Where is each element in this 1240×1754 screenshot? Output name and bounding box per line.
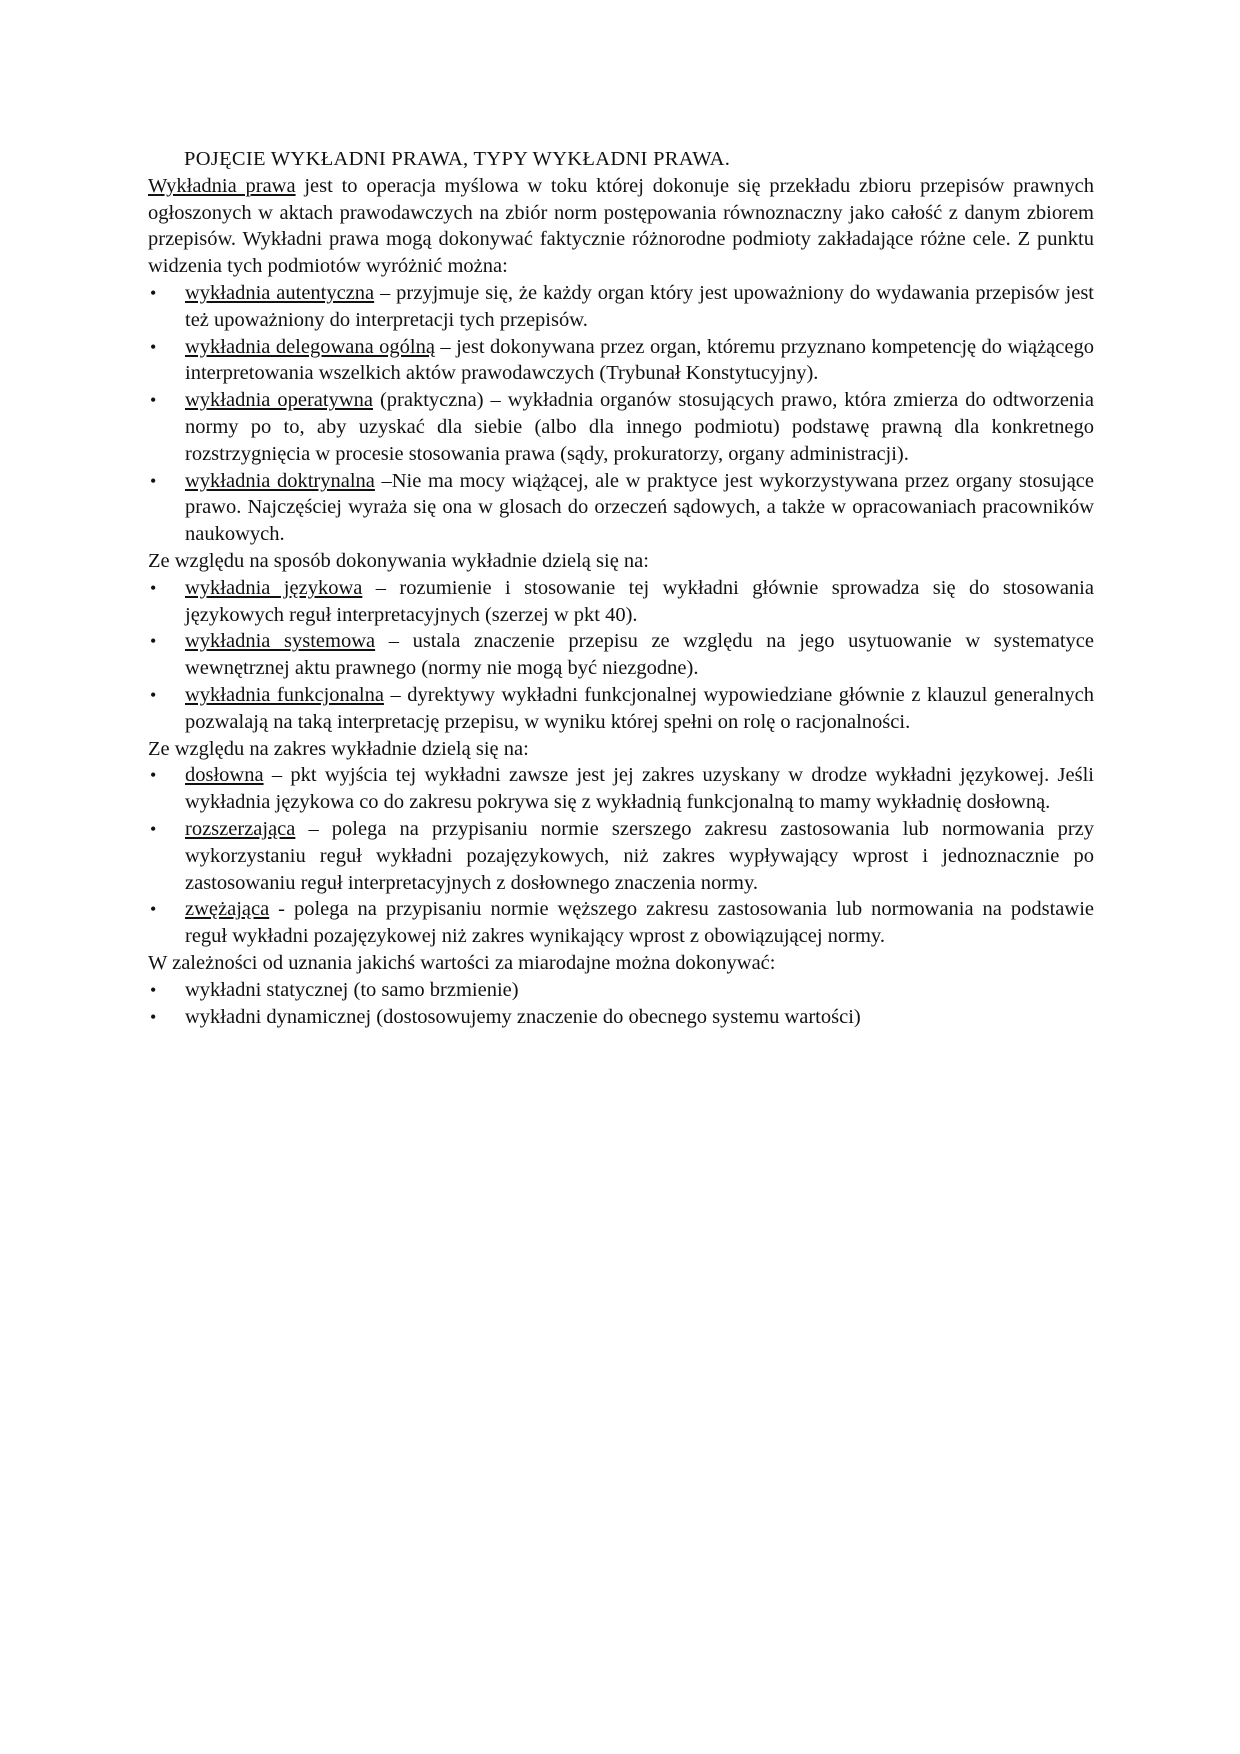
intro-text: jest to operacja myślowa w toku której dokonuje się przekładu zbioru przepisów prawnych ogłoszonych w aktach prawodawczych na zbiór norm postępowania równoznaczny jako całość z danym zbiorem przepisów. Wykładni prawa mogą dokonywać faktycznie różnorodne podmioty zakładające różne cele. Z punktu widzenia tych podmiotów wyróżnić można:	[148, 174, 1094, 278]
list-item	[148, 977, 1094, 1004]
page-title: POJĘCIE WYKŁADNI PRAWA, TYPY WYKŁADNI PRAWA.	[184, 148, 731, 170]
list-item-term: rozszerzająca	[185, 817, 296, 840]
interpretation-methods-list	[148, 575, 1094, 736]
list-item-term: wykładnia operatywna	[185, 389, 373, 412]
section-heading-values: W zależności od uznania jakichś wartości za miarodajne można dokonywać:	[148, 951, 776, 974]
bullet-icon: •	[150, 631, 157, 652]
list-item-term: wykładnia doktrynalna	[185, 469, 375, 492]
bullet-icon: •	[150, 390, 157, 411]
bullet-icon: •	[150, 282, 157, 303]
bullet-icon: •	[150, 979, 157, 1000]
interpretation-values-list	[148, 977, 1094, 1031]
intro-paragraph	[148, 173, 1094, 280]
list-item-term: zwężająca	[185, 898, 270, 921]
list-item-text: – polega na przypisaniu normie szerszego zakresu zastosowania lub normowania przy wykorzystaniu reguł wykładni pozajęzykowych, niż zakres wypływający wprost i jednoznacznie po zastosowaniu reguł interpretacyjnych z dosłownego znaczenia normy.	[185, 817, 1094, 894]
list-item	[148, 575, 1094, 629]
document-page	[148, 146, 1094, 1030]
list-item-text: –Nie ma mocy wiążącej, ale w praktyce jest wykorzystywana przez organy stosujące prawo. Najczęściej wyraża się ona w glosach do orzeczeń sądowych, a także w opracowaniach pracowników naukowych.	[185, 469, 1094, 546]
list-item-text: (praktyczna) – wykładnia organów stosujących prawo, która zmierza do odtworzenia normy po to, aby uzyskać dla siebie (albo dla innego podmiotu) podstawę prawną dla konkretnego rozstrzygnięcia w procesie stosowania prawa (sądy, prokuratorzy, organy administracji).	[185, 389, 1094, 465]
list-item-term: wykładnia delegowana ogólną	[185, 335, 435, 358]
list-item-text: – jest dokonywana przez organ, któremu przyznano kompetencję do wiążącego interpretowania wszelkich aktów prawodawczych (Trybunał Konstytucyjny).	[185, 335, 1094, 385]
intro-term: Wykładnia prawa	[148, 174, 296, 197]
bullet-icon: •	[150, 765, 157, 786]
list-item	[148, 280, 1094, 334]
interpretation-scope-list	[148, 762, 1094, 950]
bullet-icon: •	[150, 1006, 157, 1027]
list-item-term: wykładnia autentyczna	[185, 281, 375, 304]
bullet-icon: •	[150, 818, 157, 839]
list-item-text: – dyrektywy wykładni funkcjonalnej wypowiedziane głównie z klauzul generalnych pozwalają na taką interpretację przepisu, w wyniku której spełni on rolę o racjonalności.	[185, 683, 1094, 733]
list-item	[148, 1004, 1094, 1031]
list-item-term: wykładnia językowa	[185, 576, 363, 599]
bullet-icon: •	[150, 470, 157, 491]
list-item-text: - polega na przypisaniu normie węższego zakresu zastosowania lub normowania na podstawie reguł wykładni pozajęzykowej niż zakres wynikający wprost z obowiązującej normy.	[185, 898, 1094, 948]
list-item	[148, 334, 1094, 388]
bullet-icon: •	[150, 336, 157, 357]
interpretation-subjects-list	[148, 280, 1094, 548]
list-item-text: – pkt wyjścia tej wykładni zawsze jest jej zakres uzyskany w drodze wykładni językowej. Jeśli wykładnia językowa co do zakresu pokrywa się z wykładnią funkcjonalną to mamy wykładnię dosłowną.	[185, 764, 1094, 814]
list-item-text: wykładni dynamicznej (dostosowujemy znaczenie do obecnego systemu wartości)	[185, 1005, 861, 1028]
list-item-term: wykładnia systemowa	[185, 630, 376, 653]
bullet-icon: •	[150, 577, 157, 598]
list-item	[148, 628, 1094, 682]
section-heading-method: Ze względu na sposób dokonywania wykładnie dzielą się na:	[148, 549, 649, 572]
bullet-icon: •	[150, 684, 157, 705]
list-item	[148, 387, 1094, 467]
section-heading-scope: Ze względu na zakres wykładnie dzielą się na:	[148, 737, 529, 760]
list-item	[148, 468, 1094, 548]
list-item-term: dosłowna	[185, 764, 264, 787]
list-item-text: – ustala znaczenie przepisu ze względu na jego usytuowanie w systematyce wewnętrznej aktu prawnego (normy nie mogą być niezgodne).	[185, 630, 1094, 680]
list-item	[148, 816, 1094, 896]
list-item-text: – przyjmuje się, że każdy organ który jest upoważniony do wydawania przepisów jest też upoważniony do interpretacji tych przepisów.	[185, 281, 1094, 331]
bullet-icon: •	[150, 899, 157, 920]
list-item-term: wykładnia funkcjonalna	[185, 683, 384, 706]
list-item	[148, 896, 1094, 950]
list-item	[148, 682, 1094, 736]
list-item-text: – rozumienie i stosowanie tej wykładni głównie sprowadza się do stosowania językowych reguł interpretacyjnych (szerzej w pkt 40).	[185, 576, 1094, 626]
list-item	[148, 762, 1094, 816]
list-item-text: wykładni statycznej (to samo brzmienie)	[185, 978, 519, 1001]
